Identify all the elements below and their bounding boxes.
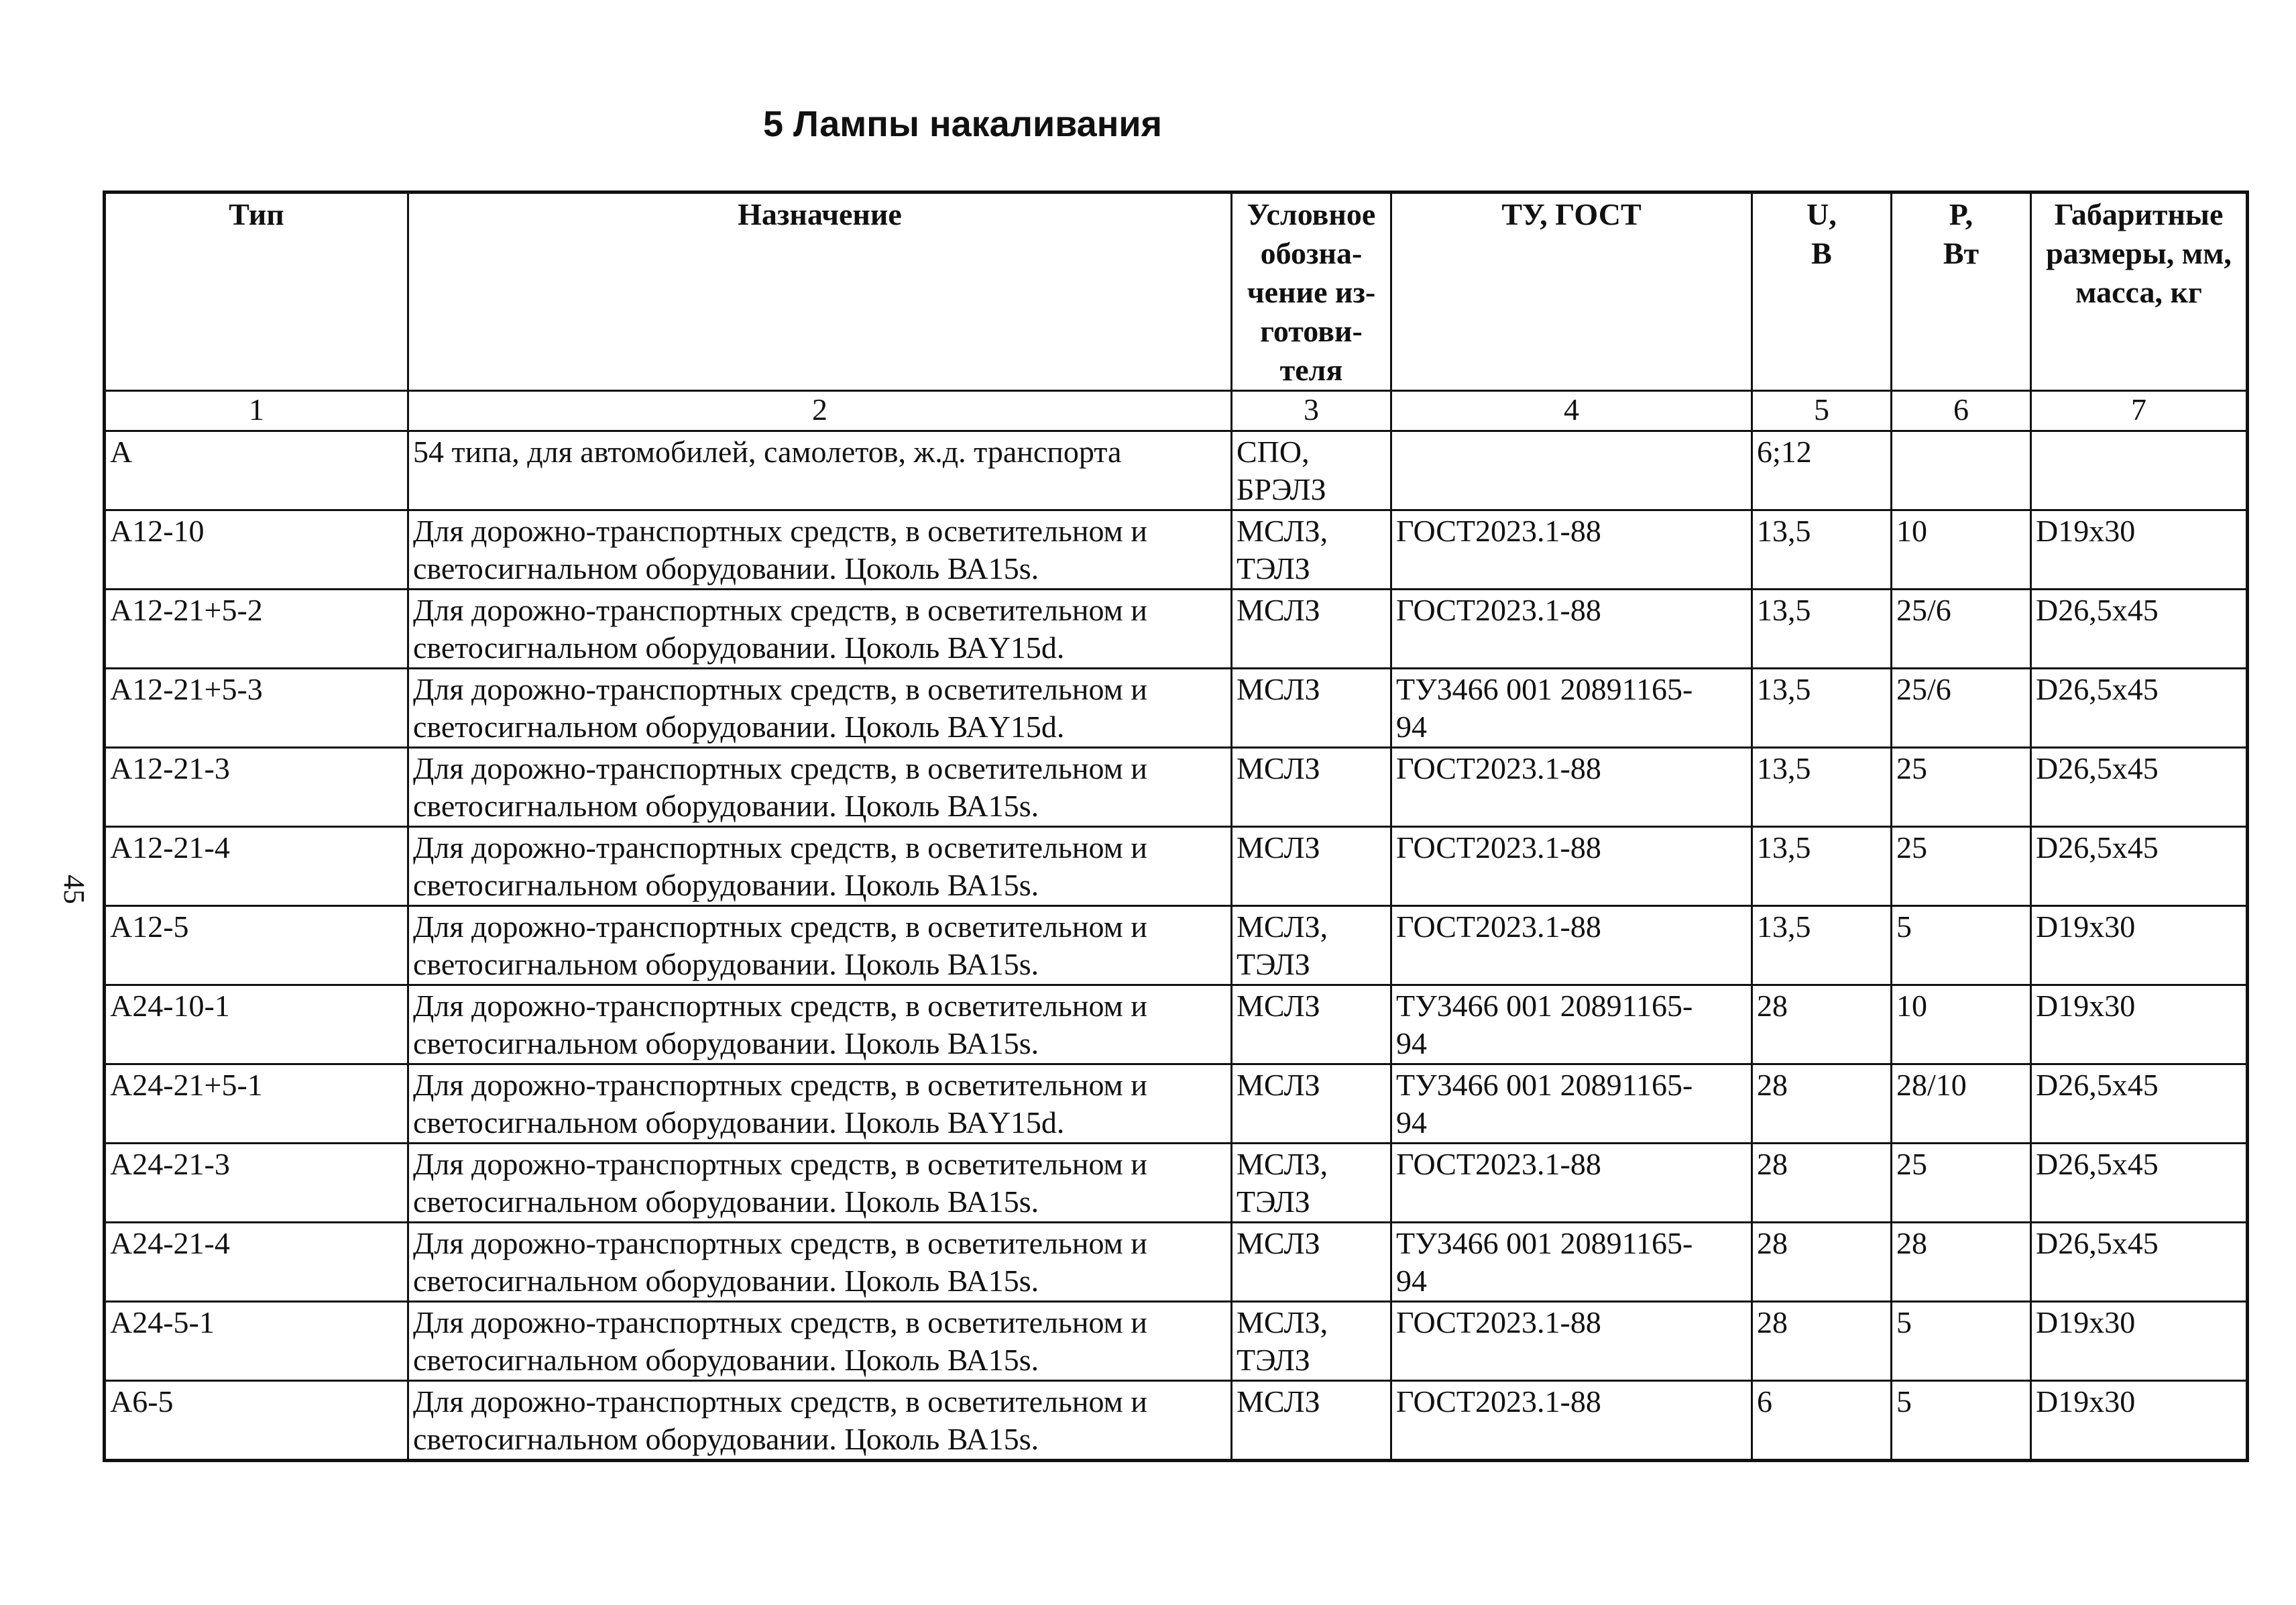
cell-dimensions: D26,5x45 <box>2031 827 2248 906</box>
cell-purpose: Для дорожно-транспортных средств, в осветительном и светосигнальном оборудовании. Цоколь ВАY15d. <box>408 1064 1232 1144</box>
cell-power: 5 <box>1892 906 2031 985</box>
column-number-row <box>105 391 2248 431</box>
cell-type: А12-21+5-2 <box>105 590 408 669</box>
cell-manufacturer-code: МСЛЗ <box>1232 1223 1391 1302</box>
cell-manufacturer-code: МСЛЗ <box>1232 827 1391 906</box>
cell-dimensions: D26,5x45 <box>2031 669 2248 748</box>
table-header-row <box>105 192 2248 391</box>
cell-type: А24-10-1 <box>105 985 408 1064</box>
cell-power: 5 <box>1892 1302 2031 1381</box>
column-number: 3 <box>1232 391 1391 431</box>
page-number: 45 <box>58 875 91 904</box>
cell-standard: ГОСТ2023.1-88 <box>1391 748 1752 827</box>
cell-purpose: Для дорожно-транспортных средств, в осветительном и светосигнальном оборудовании. Цоколь ВА15s. <box>408 1144 1232 1223</box>
cell-dimensions: D26,5x45 <box>2031 590 2248 669</box>
cell-dimensions: D26,5x45 <box>2031 1144 2248 1223</box>
cell-type: А12-10 <box>105 510 408 590</box>
cell-type: А <box>105 431 408 510</box>
table-row <box>105 1064 2248 1144</box>
cell-type: А12-21+5-3 <box>105 669 408 748</box>
cell-type: А24-21-4 <box>105 1223 408 1302</box>
cell-voltage: 28 <box>1752 1064 1892 1144</box>
lamps-table <box>103 190 2249 1462</box>
column-number: 7 <box>2031 391 2248 431</box>
header-dimensions: Габаритные размеры, мм, масса, кг <box>2031 192 2248 391</box>
cell-purpose: Для дорожно-транспортных средств, в осветительном и светосигнальном оборудовании. Цоколь ВА15s. <box>408 985 1232 1064</box>
cell-standard: ТУ3466 001 20891165- 94 <box>1391 669 1752 748</box>
cell-manufacturer-code: МСЛЗ <box>1232 669 1391 748</box>
header-standard: ТУ, ГОСТ <box>1391 192 1752 391</box>
cell-standard: ГОСТ2023.1-88 <box>1391 590 1752 669</box>
cell-standard <box>1391 431 1752 510</box>
cell-manufacturer-code: МСЛЗ <box>1232 1381 1391 1461</box>
cell-power: 10 <box>1892 510 2031 590</box>
cell-power: 25/6 <box>1892 669 2031 748</box>
cell-dimensions: D19x30 <box>2031 1381 2248 1461</box>
column-number: 1 <box>105 391 408 431</box>
cell-power: 28/10 <box>1892 1064 2031 1144</box>
cell-dimensions: D19x30 <box>2031 906 2248 985</box>
table-row <box>105 827 2248 906</box>
cell-dimensions: D19x30 <box>2031 510 2248 590</box>
cell-purpose: Для дорожно-транспортных средств, в осветительном и светосигнальном оборудовании. Цоколь ВА15s. <box>408 1302 1232 1381</box>
table-row <box>105 510 2248 590</box>
cell-manufacturer-code: МСЛЗ <box>1232 1064 1391 1144</box>
cell-standard: ГОСТ2023.1-88 <box>1391 1302 1752 1381</box>
cell-dimensions: D26,5x45 <box>2031 748 2248 827</box>
cell-manufacturer-code: МСЛЗ <box>1232 748 1391 827</box>
cell-voltage: 13,5 <box>1752 906 1892 985</box>
cell-type: А24-21+5-1 <box>105 1064 408 1144</box>
cell-type: А12-5 <box>105 906 408 985</box>
cell-manufacturer-code: МСЛЗ, ТЭЛЗ <box>1232 1144 1391 1223</box>
header-voltage: U, B <box>1752 192 1892 391</box>
page-title: 5 Лампы накаливания <box>763 104 1163 144</box>
cell-power: 25 <box>1892 827 2031 906</box>
cell-voltage: 28 <box>1752 1302 1892 1381</box>
table-row <box>105 985 2248 1064</box>
cell-dimensions: D19x30 <box>2031 1302 2248 1381</box>
column-number: 5 <box>1752 391 1892 431</box>
cell-voltage: 6;12 <box>1752 431 1892 510</box>
cell-standard: ГОСТ2023.1-88 <box>1391 510 1752 590</box>
cell-purpose: Для дорожно-транспортных средств, в осветительном и светосигнальном оборудовании. Цоколь ВА15s. <box>408 1381 1232 1461</box>
cell-purpose: Для дорожно-транспортных средств, в осветительном и светосигнальном оборудовании. Цоколь ВА15s. <box>408 510 1232 590</box>
table-row <box>105 1144 2248 1223</box>
cell-type: А12-21-3 <box>105 748 408 827</box>
column-number: 4 <box>1391 391 1752 431</box>
cell-type: А6-5 <box>105 1381 408 1461</box>
cell-power: 25/6 <box>1892 590 2031 669</box>
cell-standard: ТУ3466 001 20891165- 94 <box>1391 1223 1752 1302</box>
cell-purpose: Для дорожно-транспортных средств, в осветительном и светосигнальном оборудовании. Цоколь ВА15s. <box>408 827 1232 906</box>
cell-voltage: 13,5 <box>1752 590 1892 669</box>
cell-purpose: Для дорожно-транспортных средств, в осветительном и светосигнальном оборудовании. Цоколь ВА15s. <box>408 748 1232 827</box>
cell-voltage: 13,5 <box>1752 510 1892 590</box>
cell-purpose: Для дорожно-транспортных средств, в осветительном и светосигнальном оборудовании. Цоколь ВА15s. <box>408 1223 1232 1302</box>
cell-purpose: Для дорожно-транспортных средств, в осветительном и светосигнальном оборудовании. Цоколь ВАY15d. <box>408 590 1232 669</box>
cell-voltage: 13,5 <box>1752 827 1892 906</box>
table-row <box>105 1302 2248 1381</box>
cell-standard: ГОСТ2023.1-88 <box>1391 1381 1752 1461</box>
cell-dimensions <box>2031 431 2248 510</box>
cell-manufacturer-code: МСЛЗ, ТЭЛЗ <box>1232 510 1391 590</box>
table-row <box>105 1381 2248 1461</box>
table-row <box>105 669 2248 748</box>
cell-standard: ТУ3466 001 20891165- 94 <box>1391 985 1752 1064</box>
cell-power: 28 <box>1892 1223 2031 1302</box>
cell-manufacturer-code: МСЛЗ, ТЭЛЗ <box>1232 906 1391 985</box>
cell-power <box>1892 431 2031 510</box>
cell-voltage: 13,5 <box>1752 669 1892 748</box>
cell-dimensions: D26,5x45 <box>2031 1223 2248 1302</box>
cell-power: 10 <box>1892 985 2031 1064</box>
table-row <box>105 748 2248 827</box>
cell-voltage: 28 <box>1752 985 1892 1064</box>
cell-type: А24-21-3 <box>105 1144 408 1223</box>
cell-power: 25 <box>1892 1144 2031 1223</box>
cell-voltage: 28 <box>1752 1144 1892 1223</box>
header-type: Тип <box>105 192 408 391</box>
cell-standard: ТУ3466 001 20891165- 94 <box>1391 1064 1752 1144</box>
column-number: 6 <box>1892 391 2031 431</box>
table-row <box>105 906 2248 985</box>
table-row <box>105 1223 2248 1302</box>
cell-purpose: Для дорожно-транспортных средств, в осветительном и светосигнальном оборудовании. Цоколь ВАY15d. <box>408 669 1232 748</box>
cell-standard: ГОСТ2023.1-88 <box>1391 1144 1752 1223</box>
cell-type: А12-21-4 <box>105 827 408 906</box>
cell-voltage: 6 <box>1752 1381 1892 1461</box>
header-manufacturer-code: Условное обозна- чение из- готови- теля <box>1232 192 1391 391</box>
cell-purpose: Для дорожно-транспортных средств, в осветительном и светосигнальном оборудовании. Цоколь ВА15s. <box>408 906 1232 985</box>
cell-power: 25 <box>1892 748 2031 827</box>
header-power: P, Вт <box>1892 192 2031 391</box>
cell-purpose: 54 типа, для автомобилей, самолетов, ж.д. транспорта <box>408 431 1232 510</box>
column-number: 2 <box>408 391 1232 431</box>
cell-voltage: 13,5 <box>1752 748 1892 827</box>
cell-dimensions: D19x30 <box>2031 985 2248 1064</box>
cell-standard: ГОСТ2023.1-88 <box>1391 827 1752 906</box>
cell-voltage: 28 <box>1752 1223 1892 1302</box>
cell-manufacturer-code: МСЛЗ <box>1232 985 1391 1064</box>
cell-manufacturer-code: МСЛЗ <box>1232 590 1391 669</box>
cell-standard: ГОСТ2023.1-88 <box>1391 906 1752 985</box>
header-purpose: Назначение <box>408 192 1232 391</box>
cell-manufacturer-code: СПО, БРЭЛЗ <box>1232 431 1391 510</box>
table-row <box>105 431 2248 510</box>
cell-manufacturer-code: МСЛЗ, ТЭЛЗ <box>1232 1302 1391 1381</box>
table-row <box>105 590 2248 669</box>
cell-power: 5 <box>1892 1381 2031 1461</box>
cell-dimensions: D26,5x45 <box>2031 1064 2248 1144</box>
cell-type: А24-5-1 <box>105 1302 408 1381</box>
